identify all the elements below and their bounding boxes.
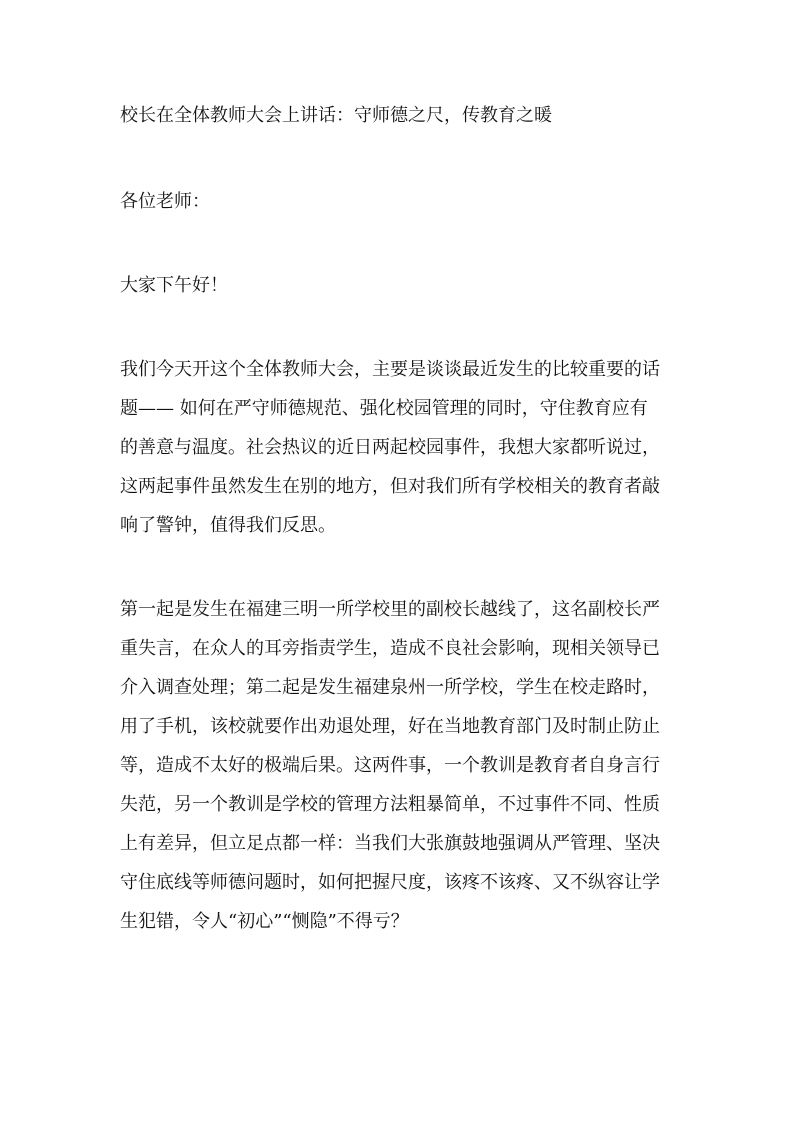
salutation: 各位老师： [120, 191, 210, 212]
paragraph-line: 题—— 如何在严守师德规范、强化校园管理的同时，守住教育应有 [120, 398, 648, 419]
paragraph-line: 重失言，在众人的耳旁指责学生，造成不良社会影响，现相关领导已 [120, 638, 660, 659]
paragraph-line: 生犯错，令人“初心”“恻隐”不得亏？ [120, 911, 409, 932]
paragraph-line: 用了手机，该校就要作出劝退处理，好在当地教育部门及时制止防止 [120, 716, 660, 737]
paragraph-line: 守住底线等师德问题时，如何把握尺度，该疼不该疼、又不纵容让学 [120, 872, 660, 893]
paragraph-line: 这两起事件虽然发生在别的地方，但对我们所有学校相关的教育者敲 [120, 476, 660, 497]
document-title: 校长在全体教师大会上讲话：守师德之尺，传教育之暖 [120, 105, 552, 126]
paragraph-line: 我们今天开这个全体教师大会，主要是谈谈最近发生的比较重要的话 [120, 359, 660, 380]
paragraph-line: 失范，另一个教训是学校的管理方法粗暴简单，不过事件不同、性质 [120, 794, 660, 815]
paragraph-line: 等，造成不太好的极端后果。这两件事，一个教训是教育者自身言行 [120, 755, 660, 776]
paragraph-line: 上有差异，但立足点都一样：当我们大张旗鼓地强调从严管理、坚决 [120, 833, 660, 854]
paragraph-line: 响了警钟，值得我们反思。 [120, 515, 336, 536]
paragraph-line: 第一起是发生在福建三明一所学校里的副校长越线了，这名副校长严 [120, 599, 660, 620]
paragraph-line: 介入调查处理；第二起是发生福建泉州一所学校，学生在校走路时， [120, 677, 660, 698]
greeting: 大家下午好！ [120, 275, 228, 296]
paragraph-line: 的善意与温度。社会热议的近日两起校园事件，我想大家都听说过， [120, 437, 660, 458]
